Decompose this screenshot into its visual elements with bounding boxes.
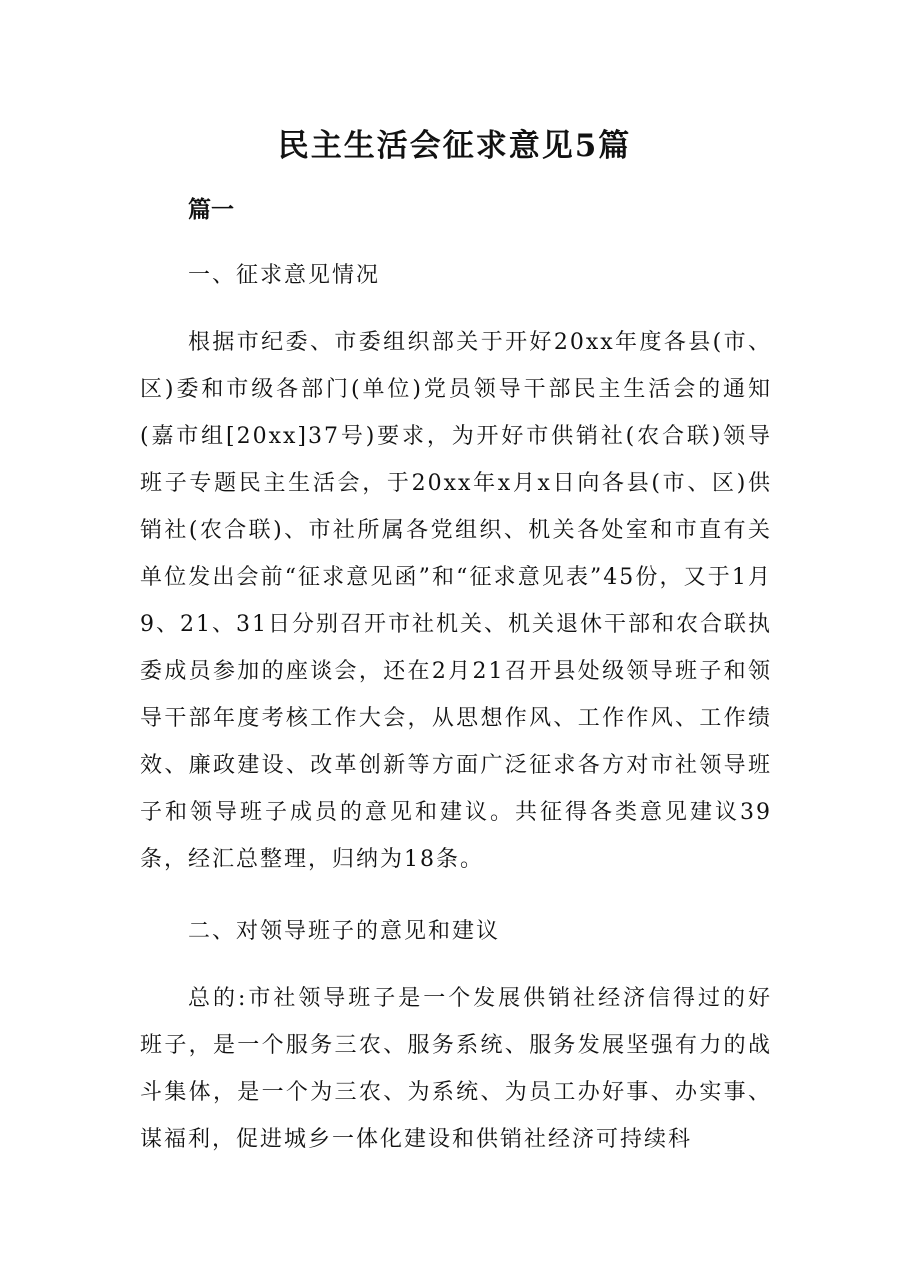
section-title: 篇一 [188, 196, 234, 223]
paragraph-leadership-suggestions: 总的:市社领导班子是一个发展供销社经济信得过的好班子，是一个服务三农、服务系统、服务发展坚强有力的战斗集体，是一个为三农、为系统、为员工办好事、办实事、谋福利，促进城乡一体化建设和供销社经济可持续科 [140, 986, 772, 1152]
heading-opinion-collection: 一、征求意见情况 [188, 263, 381, 288]
heading-leadership-suggestions: 二、对领导班子的意见和建议 [188, 919, 501, 944]
document-title: 民主生活会征求意见5篇 [277, 128, 632, 164]
paragraph-opinion-collection: 根据市纪委、市委组织部关于开好20xx年度各县(市、区)委和市级各部门(单位)党员领导干部民主生活会的通知(嘉市组[20xx]37号)要求，为开好市供销社(农合联)领导班子专题民主生活会，于20xx年x月x日向各县(市、区)供销社(农合联)、市社所属各党组织、机关各处室和市直有关单位发出会前“征求意见函”和“征求意见表”45份，又于1月9、21、31日分别召开市社机关、机关退休干部和农合联执委成员参加的座谈会，还在2月21召开县处级领导班子和领导干部年度考核工作大会，从思想作风、工作作风、工作绩效、廉政建设、改革创新等方面广泛征求各方对市社领导班子和领导班子成员的意见和建议。共征得各类意见建议39条，经汇总整理，归纳为18条。 [140, 330, 772, 872]
